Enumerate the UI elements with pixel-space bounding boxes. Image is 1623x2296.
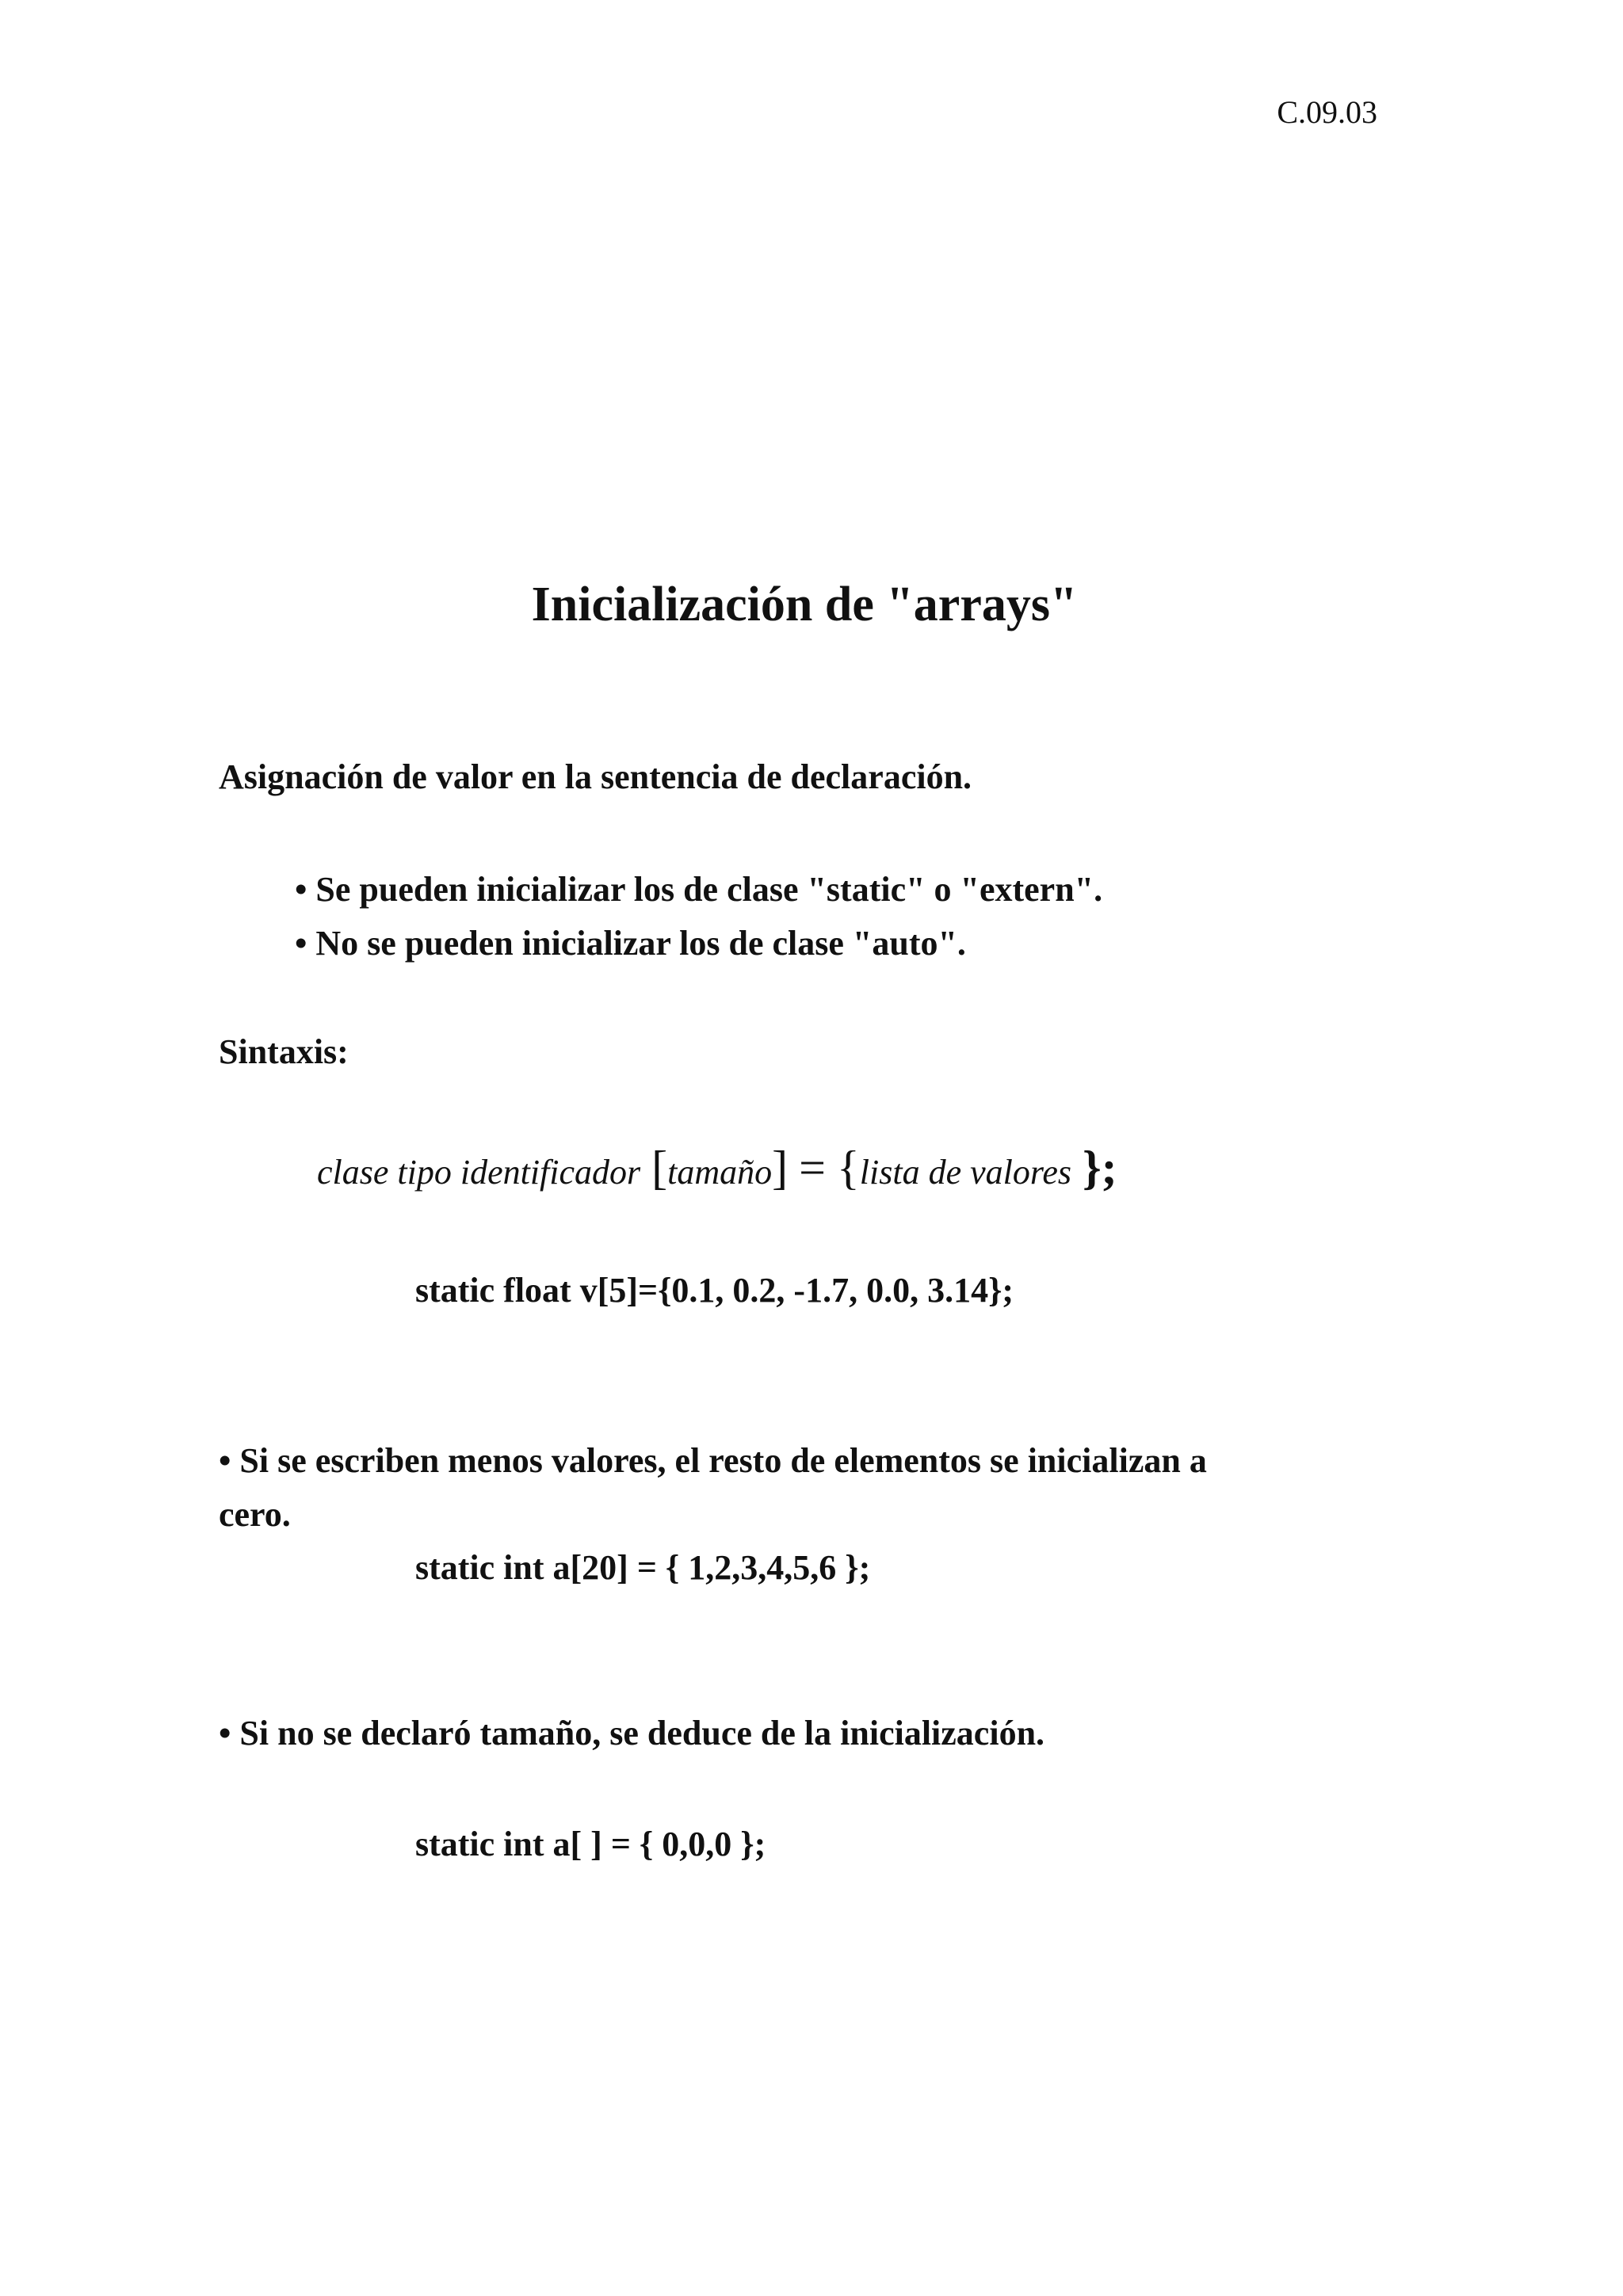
rule-auto: • No se pueden inicializar los de clase "auto".: [295, 924, 966, 963]
rule-static-extern: • Se pueden inicializar los de clase "static" o "extern".: [295, 870, 1103, 909]
intro-text: Asignación de valor en la sentencia de declaración.: [219, 757, 972, 796]
syntax-heading: Sintaxis:: [219, 1032, 349, 1071]
syntax-close-brace: };: [1083, 1142, 1117, 1194]
note-fewer-values-line2: cero.: [219, 1495, 291, 1534]
example-int-array-partial: static int a[20] = { 1,2,3,4,5,6 };: [415, 1548, 871, 1587]
note-fewer-values-line1: • Si se escriben menos valores, el resto de elementos se inicializan a: [219, 1441, 1207, 1480]
syntax-open-bracket: [: [651, 1142, 668, 1194]
page-code: C.09.03: [1277, 94, 1377, 130]
example-int-array-unsized: static int a[ ] = { 0,0,0 };: [415, 1825, 766, 1863]
syntax-equals: =: [799, 1142, 826, 1194]
syntax-size: tamaño: [667, 1153, 773, 1192]
syntax-open-brace: {: [836, 1142, 860, 1194]
syntax-line: [317, 1141, 1117, 1196]
page-title: Inicialización de "arrays": [531, 578, 1078, 631]
syntax-close-bracket: ]: [772, 1142, 789, 1194]
syntax-prefix: clase tipo identificador: [317, 1153, 641, 1192]
example-float-array: static float v[5]={0.1, 0.2, -1.7, 0.0, 3.14};: [415, 1271, 1014, 1310]
note-size-deduced: • Si no se declaró tamaño, se deduce de la inicialización.: [219, 1714, 1045, 1753]
syntax-values: lista de valores: [859, 1153, 1072, 1192]
